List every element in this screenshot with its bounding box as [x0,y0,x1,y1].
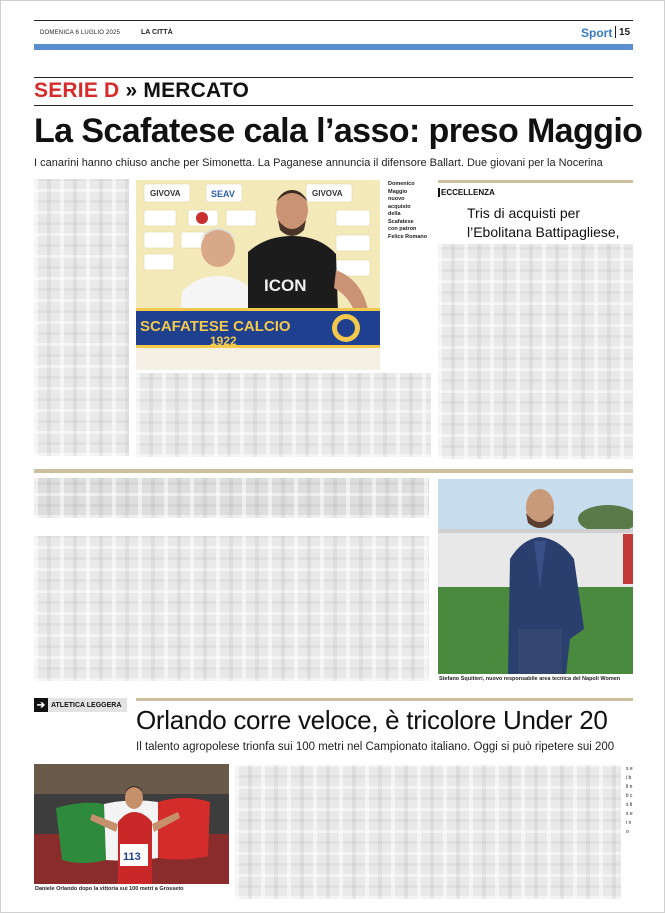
pixelated-text-block [438,244,633,459]
athletics-tag [34,698,127,712]
pixelated-headline [34,478,429,518]
main-headline: La Scafatese cala l’asso: preso Maggio [34,112,643,150]
photo-squitieri-caption: Stefano Squitieri, nuovo responsabile area tecnica del Napoli Women [439,676,621,682]
pixelated-text-block [136,373,431,457]
backdrop-logo-2: SEAV [211,189,235,199]
kicker-bottom-rule [34,105,633,106]
caption-line: Felice Romano [388,233,428,240]
sidebar-title: Tris di acquisti per l’Ebolitana Battipagliese, [467,205,620,240]
kicker-red: SERIE D [34,79,120,102]
scarf-text-1: SCAFATESE CALCIO [140,318,291,335]
caption-line: Maggio [388,188,408,195]
caption-line: acquisto [388,203,411,210]
athletics-headline: Orlando corre veloce, è tricolore Under 20 [136,705,608,735]
backdrop-logo-1: GIVOVA [150,189,181,198]
main-kicker [34,79,249,103]
caption-line: Domenico [388,181,415,187]
caption-line: nuovo [388,196,405,202]
caption-line: con patron [388,226,417,232]
pixelated-text-block [34,536,429,681]
caption-line: Scafatese [388,218,414,225]
kicker-rest: » MERCATO [125,79,250,102]
header-top-rule [34,20,633,21]
kicker-top-rule [34,77,633,78]
header-color-bar [34,44,633,50]
scarf-text-2: 1922 [210,334,237,348]
header-separator [615,26,616,38]
photo-orlando-illustration [34,764,229,884]
arrow-right-icon: ➔ [34,698,48,712]
header-section-label: Sport [581,26,613,40]
photo-signing-illustration [136,180,380,370]
photo-signing-caption [388,181,427,241]
caption-line: della [388,211,401,217]
photo-orlando [34,764,229,884]
photo-signing [136,180,380,370]
section-separator [34,469,633,473]
athletics-tag-label: ATLETICA LEGGERA [51,701,122,709]
header-paper-name: LA CITTÀ [141,29,173,36]
athletics-top-rule [136,698,633,701]
sidebar-kicker: ECCELLENZA [438,188,495,197]
backdrop-logo-3: GIVOVA [312,189,343,198]
shirt-text: ICON [264,276,307,295]
pixelated-text-column [34,179,129,456]
photo-orlando-caption: Daniele Orlando dopo la vittoria sui 100 metri a Grosseto [35,886,184,892]
photo-squitieri-illustration [438,479,633,674]
athletics-subtitle: Il talento agropolese trionfa sui 100 metri nel Campionato italiano. Oggi si può ripetere sui 200 [136,741,615,753]
pixelated-text-block [235,765,621,899]
sidebar-top-rule [438,180,633,183]
photo-squitieri [438,479,633,674]
header-page-number: 15 [619,27,631,38]
margin-letters: s e i b li n ti c s ti s e i n o [626,766,633,835]
header-date: DOMENICA 6 LUGLIO 2025 [40,30,121,36]
bib-number: 113 [123,851,141,863]
main-standfirst: I canarini hanno chiuso anche per Simonetta. La Paganese annuncia il difensore Ballart. Due giovani per la Nocerina [34,157,603,169]
